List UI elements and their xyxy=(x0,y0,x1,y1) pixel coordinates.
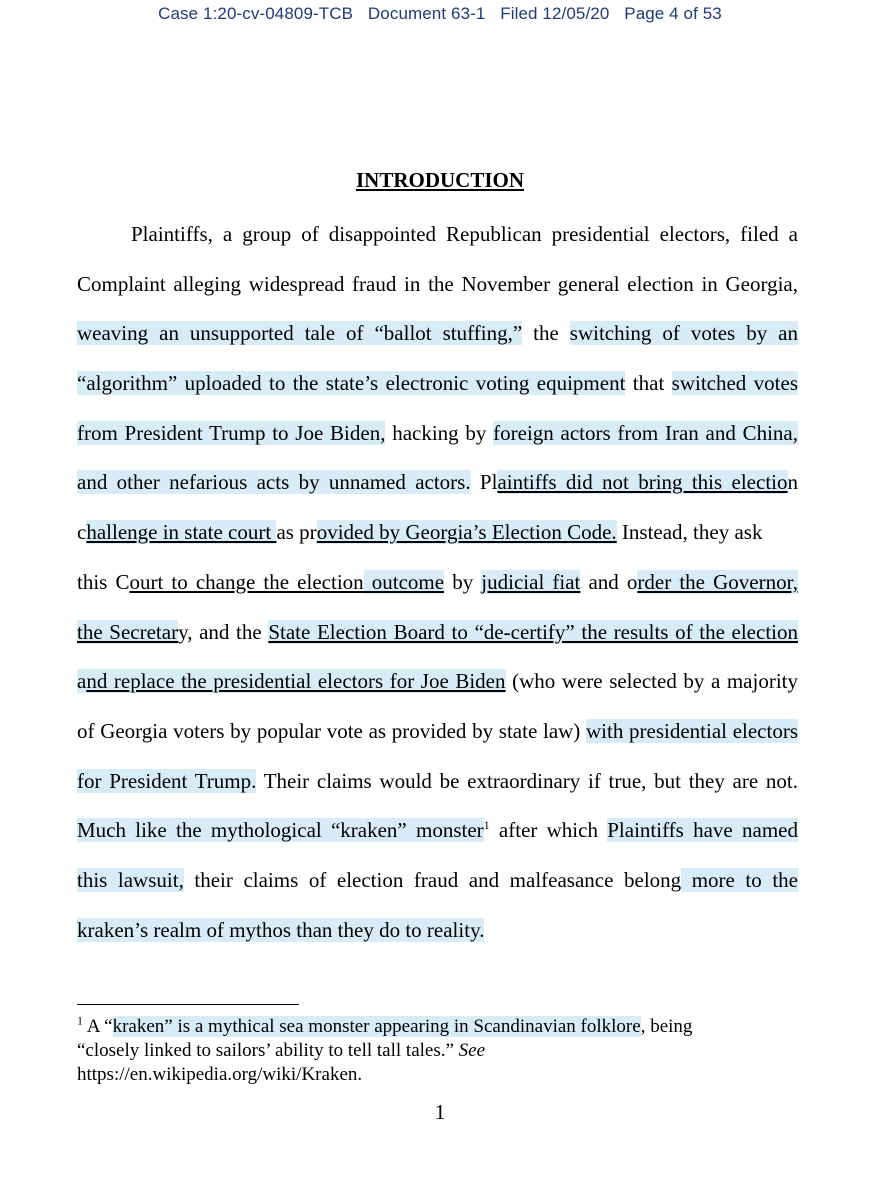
footnote-number: 1 xyxy=(77,1013,83,1028)
text-line: from President Trump to Joe Biden, hacking by foreign actors from Iran and China, xyxy=(77,420,798,445)
text-line: kraken’s realm of mythos than they do to reality. xyxy=(77,917,485,942)
text-line: challenge in state court as provided by Georgia’s Election Code. Instead, they ask xyxy=(77,520,763,545)
footnote-divider xyxy=(77,1004,299,1005)
footnote-url: https://en.wikipedia.org/wiki/Kraken. xyxy=(77,1064,363,1085)
text-line: weaving an unsupported tale of “ballot stuffing,” the switching of votes by an xyxy=(77,321,798,346)
text-line: and other nefarious acts by unnamed actors. Plaintiffs did not bring this election xyxy=(77,470,798,495)
section-title: INTRODUCTION xyxy=(355,168,525,192)
filed-date: Filed 12/05/20 xyxy=(500,4,610,23)
text-line: this lawsuit, their claims of election fraud and malfeasance belong more to the xyxy=(77,867,798,892)
text-line: and replace the presidential electors for Joe Biden (who were selected by a majority xyxy=(77,669,799,694)
footnote xyxy=(77,1015,802,1087)
court-filing-header xyxy=(0,4,880,24)
footnote-line: $^1$ A “kraken” is a mythical sea monster appearing in Scandinavian folklore, being xyxy=(77,1013,693,1037)
text-line: for President Trump. Their claims would be extraordinary if true, but they are not. xyxy=(77,768,798,793)
page-number: 1 xyxy=(434,1100,446,1124)
introduction-paragraph xyxy=(77,219,798,964)
footnote-line: “closely linked to sailors’ ability to tell tall tales.” See xyxy=(77,1040,486,1061)
text-line: Complaint alleging widespread fraud in the November general election in Georgia, xyxy=(77,271,798,296)
text-line: this Court to change the election outcome by judicial fiat and order the Governor, xyxy=(77,569,798,594)
text-line: Much like the mythological “kraken” monster$^1$ after which Plaintiffs have named xyxy=(77,818,798,843)
page-count: Page 4 of 53 xyxy=(624,4,722,23)
text-line: Plaintiffs, a group of disappointed Republican presidential electors, filed a xyxy=(131,222,798,246)
text-line: of Georgia voters by popular vote as provided by state law) with presidential electors xyxy=(77,718,798,743)
text-line: “algorithm” uploaded to the state’s electronic voting equipment that switched votes xyxy=(77,371,798,396)
text-line: the Secretary, and the State Election Board to “de-certify” the results of the election xyxy=(77,619,798,644)
document-number: Document 63-1 xyxy=(367,4,486,23)
footnote-reference: 1 xyxy=(483,818,490,833)
case-number: Case 1:20-cv-04809-TCB xyxy=(158,4,354,23)
